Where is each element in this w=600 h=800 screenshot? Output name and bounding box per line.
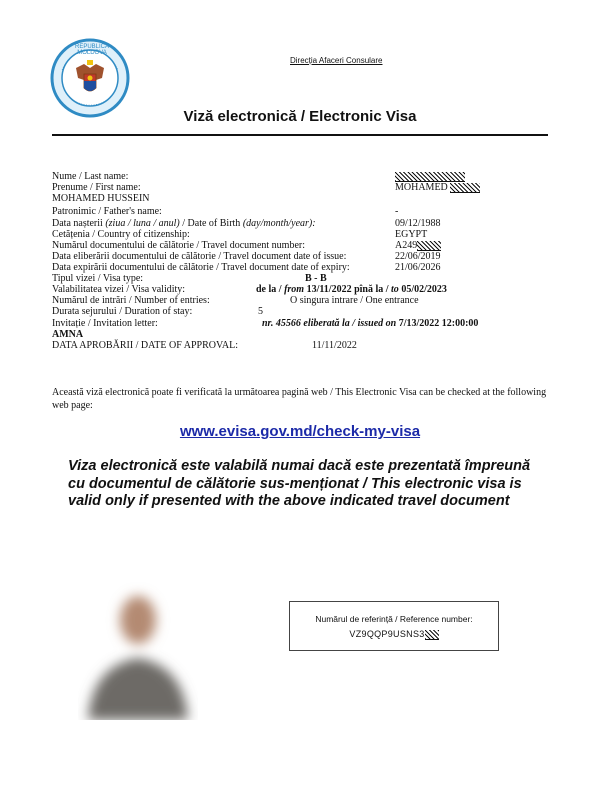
entries-label: Numărul de intrări / Number of entries:	[52, 295, 210, 306]
check-visa-link[interactable]: www.evisa.gov.md/check-my-visa	[179, 423, 421, 440]
dob-label: Data nașterii (ziua / luna / anul) / Date of Birth (day/month/year):	[52, 218, 316, 229]
redaction-mark	[450, 183, 480, 193]
citizenship-value: EGYPT	[395, 229, 428, 240]
validity-warning: Viza electronică este valabilă numai dacă este prezentată împreună cu documentul de călătorie sus-menționat / This electronic visa is valid only if presented with the above indicated travel document	[68, 458, 531, 509]
duration-value: 5	[258, 306, 263, 317]
issue-date-label: Data eliberării documentului de călătorie / Travel document date of issue:	[52, 251, 347, 262]
invitation-value: nr. 45566 eliberată la / issued on 7/13/2022 12:00:00	[262, 318, 479, 329]
doc-number-value: A249	[395, 240, 441, 251]
invitation-continued: AMNA	[52, 329, 84, 340]
reference-value: VZ9QQP9USNS3	[290, 629, 498, 640]
validity-value: de la / from 13/11/2022 pînă la / to 05/02/2023	[256, 284, 447, 295]
validity-label: Valabilitatea vizei / Visa validity:	[52, 284, 186, 295]
entries-value: O singura intrare / One entrance	[290, 295, 419, 306]
title-divider	[52, 134, 548, 136]
doc-number-label: Numărul documentului de călătorie / Travel document number:	[52, 240, 305, 251]
first-name-label: Prenume / First name:	[52, 182, 141, 193]
visa-type-value: B - B	[305, 273, 327, 284]
agency-name: Direcția Afaceri Consulare	[290, 56, 383, 65]
redaction-mark	[395, 172, 465, 182]
seal-text: REPUBLICA MOLDOVA	[74, 44, 109, 56]
applicant-photo	[78, 580, 198, 720]
expiry-date-label: Data expirării documentului de călătorie / Travel document date of expiry:	[52, 262, 350, 273]
first-name-value: MOHAMED	[395, 182, 480, 193]
reference-label: Numărul de referință / Reference number:	[315, 614, 473, 624]
patronymic-value: -	[395, 206, 399, 217]
invitation-label: Invitație / Invitation letter:	[52, 318, 158, 329]
redaction-mark	[425, 630, 439, 640]
reference-number-box	[289, 601, 499, 651]
issue-date-value: 22/06/2019	[395, 251, 441, 262]
expiry-date-value: 21/06/2026	[395, 262, 441, 273]
last-name-label: Nume / Last name:	[52, 171, 129, 182]
citizenship-label: Cetățenia / Country of citizenship:	[52, 229, 190, 240]
page-title: Viză electronică / Electronic Visa	[183, 108, 417, 125]
first-name-continued: MOHAMED HUSSEIN	[52, 193, 150, 204]
duration-label: Durata sejurului / Duration of stay:	[52, 306, 193, 317]
dob-value: 09/12/1988	[395, 218, 441, 229]
visa-type-label: Tipul vizei / Visa type:	[52, 273, 144, 284]
verification-note: Această viză electronică poate fi verificată la următoarea pagină web / This Electronic Visa can be checked at the following web page:	[52, 387, 547, 411]
patronymic-label: Patronimic / Father's name:	[52, 206, 162, 217]
approval-value: 11/11/2022	[312, 340, 357, 351]
approval-label: DATA APROBĂRII / DATE OF APPROVAL:	[52, 340, 238, 351]
last-name-value	[395, 171, 465, 182]
redaction-mark	[417, 241, 441, 251]
